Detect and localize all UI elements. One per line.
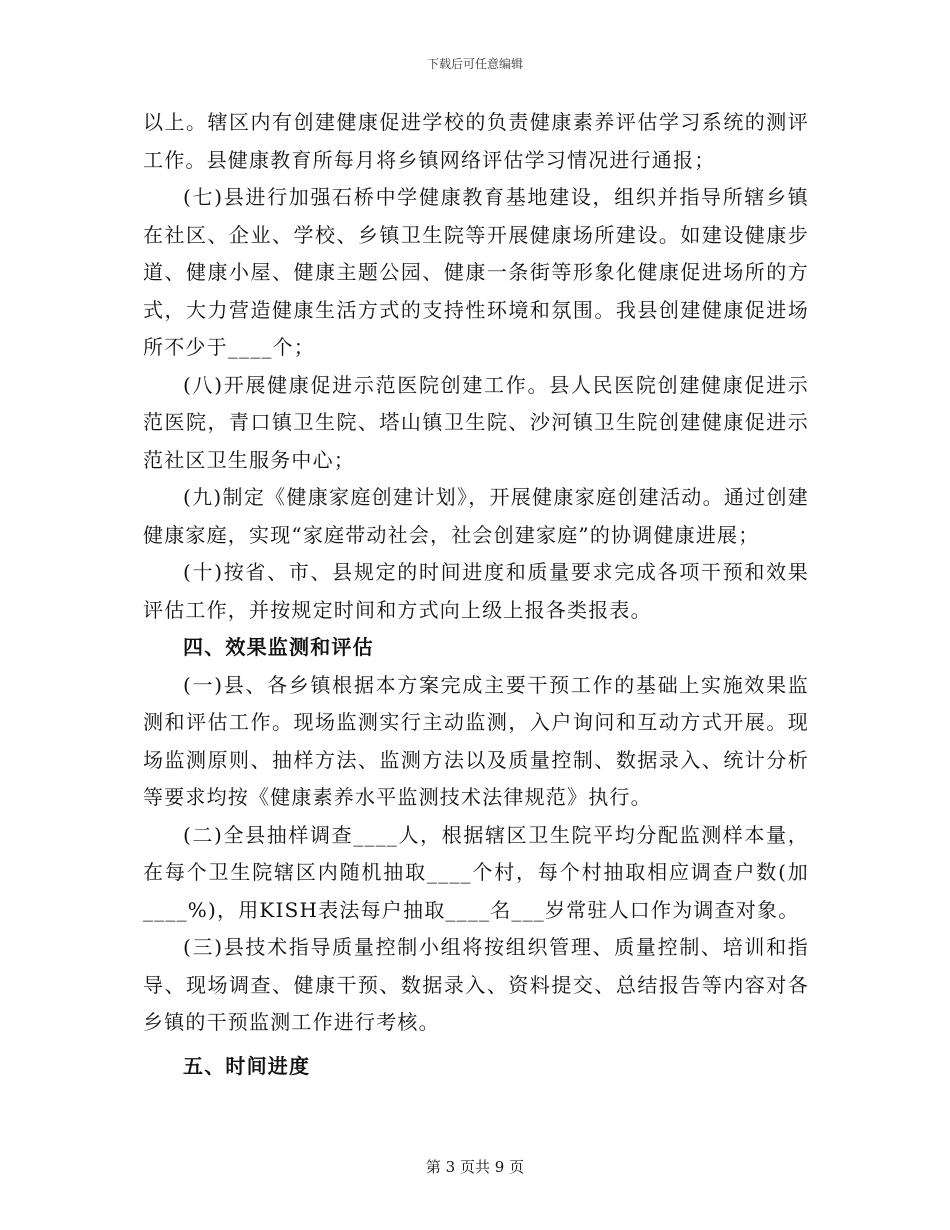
page-number: 第 3 页共 9 页 [425,1158,525,1176]
paragraph-monitoring-3: (三)县技术指导质量控制小组将按组织管理、质量控制、培训和指导、现场调查、健康干预、数据录入、资料提交、总结报告等内容对各乡镇的干预监测工作进行考核。 [143,935,809,1034]
paragraph-monitoring-1: (一)县、各乡镇根据本方案完成主要干预工作的基础上实施效果监测和评估工作。现场监测实行主动监测，入户询问和互动方式开展。现场监测原则、抽样方法、监测方法以及质量控制、数据录入、统计分析等要求均按《健康素养水平监测技术法律规范》执行。 [143,672,809,809]
section-heading-4: 四、效果监测和评估 [183,635,374,659]
paragraph-monitoring-2: (二)全县抽样调查____人，根据辖区卫生院平均分配监测样本量，在每个卫生院辖区内随机抽取____个村，每个村抽取相应调查户数(加____%)，用KISH表法每户抽取____名___岁常驻人口作为调查对象。 [143,822,809,922]
paragraph-item-8: (八)开展健康促进示范医院创建工作。县人民医院创建健康促进示范医院，青口镇卫生院、塔山镇卫生院、沙河镇卫生院创建健康促进示范社区卫生服务中心； [143,372,809,472]
paragraph-item-9: (九)制定《健康家庭创建计划》，开展健康家庭创建活动。通过创建健康家庭，实现“家庭带动社会，社会创建家庭”的协调健康进展； [143,485,809,547]
document-body [143,104,809,1085]
header-note: 下载后可任意编辑 [426,57,523,71]
paragraph-item-7: (七)县进行加强石桥中学健康教育基地建设，组织并指导所辖乡镇在社区、企业、学校、乡镇卫生院等开展健康场所建设。如建设健康步道、健康小屋、健康主题公园、健康一条街等形象化健康促进场所的方式，大力营造健康生活方式的支持性环境和氛围。我县创建健康促进场所不少于____个； [143,185,809,359]
paragraph-continuation: 以上。辖区内有创建健康促进学校的负责健康素养评估学习系统的测评工作。县健康教育所每月将乡镇网络评估学习情况进行通报； [143,110,809,172]
paragraph-item-10: (十)按省、市、县规定的时间进度和质量要求完成各项干预和效果评估工作，并按规定时间和方式向上级上报各类报表。 [143,560,809,622]
section-heading-5: 五、时间进度 [183,1053,311,1078]
